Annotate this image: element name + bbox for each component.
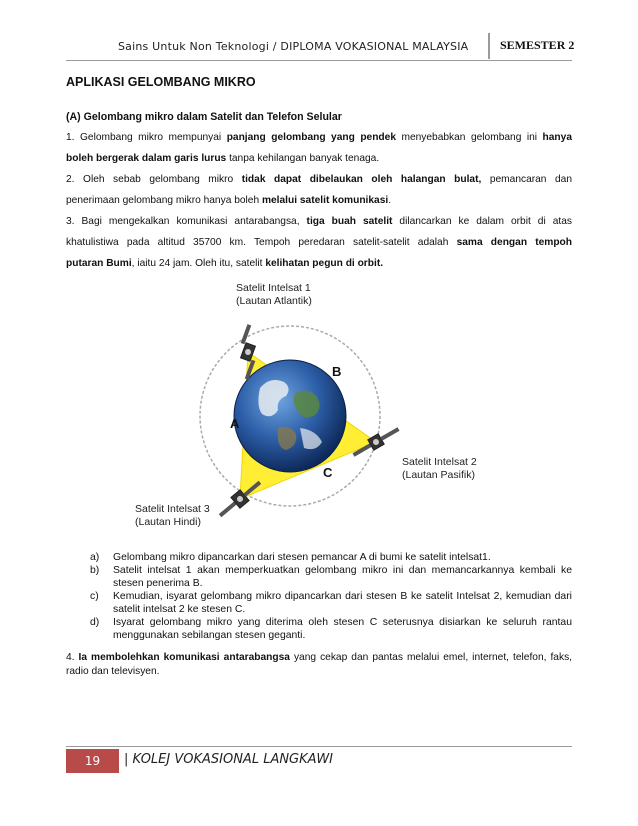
section-heading: (A) Gelombang mikro dalam Satelit dan Telefon Selular [66, 111, 342, 123]
satellite-1-name: Satelit Intelsat 1 [236, 282, 311, 294]
running-header-title: Sains Untuk Non Teknologi / DIPLOMA VOKASIONAL MALAYSIA [118, 40, 469, 53]
paragraph-4: 4. Ia membolehkan komunikasi antarabangsa yang cekap dan pantas melalui emel, internet, telefon, faks, radio dan televisyen. [66, 652, 572, 677]
paragraph-1-line-1: 1. Gelombang mikro mempunyai panjang gelombang yang pendek menyebabkan gelombang ini hanya [66, 132, 572, 143]
satellite-2-name: Satelit Intelsat 2 [402, 456, 477, 468]
paragraph-2-line-1: 2. Oleh sebab gelombang mikro tidak dapat dibelaukan oleh halangan bulat, pemancaran dan [66, 174, 572, 185]
satellite-3-name: Satelit Intelsat 3 [135, 503, 210, 515]
paragraph-2-line-2: penerimaan gelombang mikro hanya boleh melalui satelit komunikasi. [66, 195, 392, 206]
steps-list [90, 551, 572, 642]
running-header-semester: SEMESTER 2 [500, 38, 575, 52]
list-item: a) Gelombang mikro dipancarkan dari stesen pemancar A di bumi ke satelit intelsat1. [90, 552, 491, 563]
paragraph-3-line-2: khatulistiwa pada altitud 35700 km. Tempoh peredaran satelit-satelit adalah sama dengan tempoh [66, 237, 572, 248]
footer-rule [66, 746, 572, 747]
station-c-label: C [323, 465, 333, 480]
station-b-label: B [332, 364, 342, 379]
paragraph-1-line-2: boleh bergerak dalam garis lurus tanpa kehilangan banyak tenaga. [66, 153, 380, 164]
paragraph-2 [66, 169, 572, 211]
paragraph-1 [66, 127, 572, 169]
header-rule [66, 60, 572, 61]
paragraph-3-line-1: 3. Bagi mengekalkan komunikasi antarabangsa, tiga buah satelit dilancarkan ke dalam orbit di atas [66, 216, 572, 227]
satellite-orbit-diagram [190, 298, 420, 528]
page-title: APLIKASI GELOMBANG MIKRO [66, 75, 256, 89]
header-divider [488, 33, 490, 59]
paragraph-3 [66, 211, 572, 274]
footer-institution: | KOLEJ VOKASIONAL LANGKAWI [124, 752, 334, 767]
list-item: b) Satelit intelsat 1 akan memperkuatkan gelombang mikro ini dan memancarkannya kembali ke stesen penerima B. [90, 565, 572, 589]
list-item: c) Kemudian, isyarat gelombang mikro dipancarkan dari stesen B ke satelit Intelsat 2, kemudian dari satelit intelsat 2 ke stesen C. [90, 591, 572, 615]
satellite-2-location: (Lautan Pasifik) [402, 469, 475, 481]
paragraph-3-line-3: putaran Bumi, iaitu 24 jam. Oleh itu, satelit kelihatan pegun di orbit. [66, 258, 384, 269]
station-a-label: A [230, 416, 240, 431]
earth-icon [234, 360, 346, 472]
page-number: 19 [66, 749, 119, 773]
satellite-3-location: (Lautan Hindi) [135, 516, 201, 528]
list-item: d) Isyarat gelombang mikro yang diterima oleh stesen C seterusnya disiarkan ke seluruh rantau menggunakan sebilangan stesen geganti. [90, 617, 572, 641]
satellite-1-location: (Lautan Atlantik) [236, 295, 312, 307]
